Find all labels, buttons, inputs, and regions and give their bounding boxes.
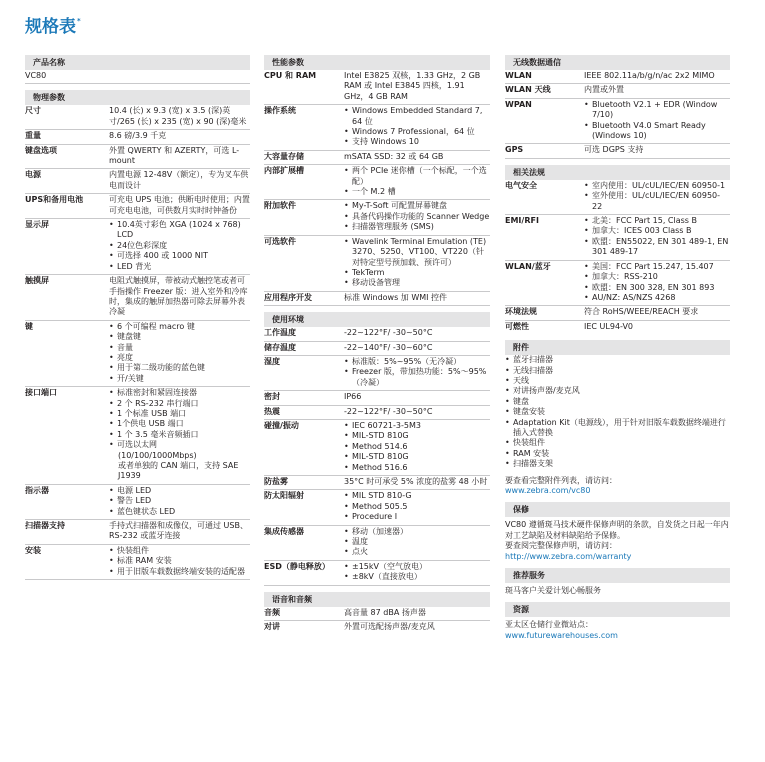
section-header-physical: 物理参数: [25, 90, 250, 105]
spec-label: 可选软件: [264, 236, 296, 246]
spec-label: 键盘选项: [25, 145, 57, 155]
list-item: • AU/NZ: AS/NZS 4268: [584, 293, 730, 303]
spec-value: 35°C 时可承受 5% 浓度的盐雾 48 小时: [344, 477, 488, 486]
list-item: • TekTerm: [344, 268, 490, 278]
spec-value: -22~140°F/ -30~60°C: [344, 342, 433, 352]
spec-value: -22~122°F/ -30~50°C: [344, 328, 433, 338]
list-item: • 室内使用：UL/cUL/IEC/EN 60950-1: [584, 181, 730, 191]
list-item: • 标准密封和紧固连接器: [109, 388, 250, 398]
list-item: • ±15kV（空气放电）: [344, 562, 490, 572]
list-item: • 24位色彩深度: [109, 241, 250, 251]
spec-row-solar-radiation: [264, 490, 490, 525]
list-item: • 6 个可编程 macro 键: [109, 322, 250, 332]
section-header-accessories: 附件: [505, 340, 730, 355]
list-item: • Adaptation Kit（电源线），用于针对旧版车载数据终端进行插入式替换: [505, 418, 730, 439]
spec-label: 扫描器支持: [25, 521, 65, 531]
spec-list: [109, 486, 250, 517]
spec-row-keys: [25, 321, 250, 387]
spec-list: [344, 562, 490, 583]
list-item: • 两个 PCIe 迷你槽（一个标配，一个选配）: [344, 166, 490, 187]
resources-link[interactable]: www.futurewarehouses.com: [505, 630, 618, 640]
list-item: • 移动（加速器）: [344, 527, 490, 537]
spec-label: 环境法规: [505, 307, 537, 317]
spec-label: WLAN: [505, 71, 532, 80]
list-item: • Method 516.6: [344, 463, 490, 473]
list-item: • 具备代码操作功能的 Scanner Wedge: [344, 212, 490, 222]
spec-row-wlan-antenna: [505, 84, 730, 98]
list-item: • 标准 RAM 安装: [109, 556, 250, 566]
list-item: • Bluetooth V2.1 + EDR (Window 7/10): [584, 100, 730, 121]
product-name: VC80: [25, 71, 47, 80]
list-item: • 快装组件: [109, 546, 250, 556]
list-item: • MIL-STD 810G: [344, 452, 490, 462]
spec-value: 8.6 磅/3.9 千克: [109, 131, 167, 141]
spec-row-sensors: [264, 526, 490, 561]
list-item: • 1 个 3.5 毫米音频插口: [109, 430, 250, 440]
list-item: • 亮度: [109, 353, 250, 363]
spec-label: 指示器: [25, 485, 49, 495]
resources-text: 亚太区仓储行业微站点：: [505, 620, 593, 630]
list-item: • 警告 LED: [109, 496, 250, 506]
column-product: [25, 55, 250, 580]
list-item: • 加拿大：RSS-210: [584, 272, 730, 282]
list-item: • 对讲扬声器/麦克风: [505, 386, 730, 396]
list-item: • 可选以太网: [109, 440, 250, 450]
spec-value: Intel E3825 双核，1.33 GHz，2 GB RAM 或 Intel E3845 四核，1.91 GHz，4 GB RAM: [344, 71, 481, 101]
services-text: 斑马客户关爱计划心畅服务: [505, 586, 601, 596]
list-item: • Method 514.6: [344, 442, 490, 452]
spec-label: 附加软件: [264, 201, 296, 211]
spec-label: EMI/RFI: [505, 216, 539, 226]
spec-list: [584, 181, 730, 212]
accessories-list: [505, 355, 730, 469]
spec-row-gps: [505, 144, 730, 158]
list-item: • 电源 LED: [109, 486, 250, 496]
spec-list: [344, 357, 490, 388]
list-item: • 用于旧版车载数据终端安装的适配器: [109, 567, 250, 577]
warranty-note: 要查阅完整保修声明，请访问：: [505, 541, 617, 551]
spec-label: 电源: [25, 170, 41, 180]
spec-row-optional-software: [264, 236, 490, 292]
ethernet-tail: 或者单独的 CAN 端口，支持 SAE J1939: [118, 461, 239, 481]
section-header-services: 推荐服务: [505, 568, 730, 583]
list-item: • 蓝色键状态 LED: [109, 507, 250, 517]
spec-row-environmental-compliance: [505, 306, 730, 320]
spec-row-esd: [264, 561, 490, 586]
spec-list: [109, 322, 250, 384]
spec-row-sealing: [264, 391, 490, 405]
list-item: • 扫描器支架: [505, 459, 730, 469]
spec-row-wlan: [505, 70, 730, 84]
list-item: • 开/关键: [109, 374, 250, 384]
list-item: • 扫描器管理服务 (SMS): [344, 222, 490, 232]
spec-label: 电气安全: [505, 180, 537, 190]
accessories-note: 要查看完整附件列表，请访问：: [505, 475, 617, 485]
list-item: • 移动设备管理: [344, 278, 490, 288]
spec-label: 安装: [25, 545, 41, 555]
spec-row-expansion: [264, 165, 490, 200]
list-item: • 天线: [505, 376, 730, 386]
list-item: • 1个供电 USB 端口: [109, 419, 250, 429]
spec-row-intercom: [264, 621, 490, 634]
list-item: • 键盘键: [109, 332, 250, 342]
spec-label: 内部扩展槽: [264, 166, 304, 176]
warranty-text: VC80 遵循斑马技术硬件保修声明的条款，自发货之日起一年内对工艺缺陷及材料缺陷给予保修。: [505, 520, 729, 540]
spec-label: 大容量存储: [264, 151, 304, 161]
list-item: • 键盘: [505, 397, 730, 407]
spec-row-salt-fog: [264, 476, 490, 490]
spec-row-weight: [25, 130, 250, 144]
list-item: • Windows 7 Professional，64 位: [344, 127, 490, 137]
spec-label: 键: [25, 321, 33, 331]
list-item: • 可选择 400 或 1000 NIT: [109, 251, 250, 261]
spec-label: 尺寸: [25, 106, 41, 116]
list-item: • 键盘安装: [505, 407, 730, 417]
spec-value: mSATA SSD: 32 或 64 GB: [344, 151, 444, 161]
list-item: • LED 背光: [109, 262, 250, 272]
spec-label: 对讲: [264, 622, 280, 632]
list-item: • ±8kV（直接放电）: [344, 572, 490, 582]
spec-label: 工作温度: [264, 328, 296, 338]
spec-label: 音频: [264, 607, 280, 617]
spec-label: 触摸屏: [25, 276, 49, 286]
spec-row-keyboard-options: [25, 145, 250, 170]
spec-list: [344, 421, 490, 473]
list-item: • 用于第二级功能的蓝色键: [109, 363, 250, 373]
spec-list: [344, 491, 490, 522]
spec-row-thermal-shock: [264, 406, 490, 420]
spec-row-ports: [25, 387, 250, 485]
list-item: • 标准版：5%~95%（无冷凝）: [344, 357, 490, 367]
list-item: • MIL-STD 810G: [344, 431, 490, 441]
section-header-regulatory: 相关法规: [505, 165, 730, 180]
list-item: • 欧盟：EN55022, EN 301 489-1, EN 301 489-17: [584, 237, 730, 258]
spec-value: 电阻式触摸屏，带被动式触控笔或者可手指操作 Freezer 版：进入室外和冷库时，集成的触屏加热器可除去屏幕外表冷凝: [109, 276, 248, 317]
spec-row-app-development: [264, 292, 490, 306]
spec-list: [344, 166, 490, 197]
section-header-warranty: 保修: [505, 502, 730, 517]
spec-value: 外置可选配扬声器/麦克风: [344, 622, 435, 632]
spec-value: 标准 Windows 加 WMI 控件: [344, 292, 448, 302]
column-wireless: [505, 55, 730, 641]
spec-label: 碰撞/振动: [264, 420, 299, 430]
section-header-resources: 资源: [505, 602, 730, 617]
spec-row-dimensions: [25, 105, 250, 130]
spec-label: 应用程序开发: [264, 292, 312, 302]
spec-row-flammability: [505, 321, 730, 334]
spec-label: WLAN/蓝牙: [505, 261, 551, 271]
warranty-link[interactable]: http://www.zebra.com/warranty: [505, 551, 632, 561]
spec-label: 储存温度: [264, 342, 296, 352]
spec-list: [109, 388, 250, 450]
list-item: • 室外使用：UL/cUL/IEC/EN 60950-22: [584, 191, 730, 212]
spec-row-storage-temp: [264, 342, 490, 356]
spec-label: WLAN 天线: [505, 85, 551, 95]
spec-row-ups-battery: [25, 194, 250, 219]
spec-list: [344, 527, 490, 558]
spec-label: 操作系统: [264, 106, 296, 116]
spec-value: 外置 QWERTY 和 AZERTY，可选 L-mount: [109, 145, 240, 166]
spec-value: 可选 DGPS 支持: [584, 145, 644, 155]
spec-row-humidity: [264, 356, 490, 391]
spec-list: [584, 262, 730, 304]
list-item: • My-T-Soft 可配置屏幕键盘: [344, 201, 490, 211]
spec-row-audio: [264, 607, 490, 621]
spec-label: 防盐雾: [264, 477, 288, 486]
list-item: • RAM 安装: [505, 449, 730, 459]
spec-list: [109, 220, 250, 272]
spec-list: [344, 237, 490, 289]
section-header-audio: 语音和音频: [264, 592, 490, 607]
spec-row-os: [264, 105, 490, 151]
spec-label: GPS: [505, 145, 524, 155]
title-footnote-mark: *: [77, 17, 81, 25]
list-item: • Bluetooth V4.0 Smart Ready (Windows 10): [584, 121, 730, 142]
list-item: • 美国：FCC Part 15.247, 15.407: [584, 262, 730, 272]
spec-label: UPS和备用电池: [25, 195, 84, 205]
spec-row-cpu-ram: [264, 70, 490, 105]
section-header-performance: 性能参数: [264, 55, 490, 70]
spec-value: 内置或外置: [584, 85, 624, 95]
spec-row-electrical-safety: [505, 180, 730, 215]
spec-value: 符合 RoHS/WEEE/REACH 要求: [584, 307, 699, 317]
spec-label: 密封: [264, 392, 280, 402]
spec-label: 热震: [264, 406, 280, 416]
section-header-environment: 使用环境: [264, 312, 490, 327]
spec-value: IEEE 802.11a/b/g/n/ac 2x2 MIMO: [584, 71, 715, 80]
spec-label: 集成传感器: [264, 526, 304, 536]
list-item: • 1 个标准 USB 端口: [109, 409, 250, 419]
list-item: • IEC 60721-3-5M3: [344, 421, 490, 431]
list-item: • 音量: [109, 343, 250, 353]
list-item: • 无线扫描器: [505, 366, 730, 376]
spec-row-power: [25, 169, 250, 194]
spec-label: CPU 和 RAM: [264, 71, 317, 80]
spec-label: 防太阳辐射: [264, 491, 304, 501]
spec-list: [584, 216, 730, 258]
spec-row-software: [264, 200, 490, 235]
spec-value: 高音量 87 dBA 扬声器: [344, 607, 426, 617]
spec-row-storage: [264, 151, 490, 165]
spec-row-indicators: [25, 485, 250, 520]
list-item: • 快装组件: [505, 438, 730, 448]
spec-row-vibration: [264, 420, 490, 476]
list-item: • 一个 M.2 槽: [344, 187, 490, 197]
list-item: • 北美：FCC Part 15, Class B: [584, 216, 730, 226]
list-item: • 支持 Windows 10: [344, 137, 490, 147]
spec-row-display: [25, 219, 250, 275]
spec-value: 10.4 (长) x 9.3 (宽) x 3.5 (深)英寸/265 (长) x 235 (宽) x 90 (深)毫米: [109, 106, 247, 126]
list-item: • Procedure I: [344, 512, 490, 522]
spec-label: 可燃性: [505, 321, 529, 331]
list-item: • 欧盟：EN 300 328, EN 301 893: [584, 283, 730, 293]
list-item: • MIL STD 810-G: [344, 491, 490, 501]
spec-label: 湿度: [264, 356, 280, 366]
spec-value: IP66: [344, 392, 362, 402]
section-header-wireless: 无线数据通信: [505, 55, 730, 70]
list-item: • Wavelink Terminal Emulation (TE) 3270、5250、VT100、VT220（针对特定型号预加载、预许可）: [344, 237, 490, 268]
spec-row-mounting: [25, 545, 250, 580]
column-performance: [264, 55, 490, 634]
spec-list: [344, 201, 490, 232]
spec-row-emi-rfi: [505, 215, 730, 261]
ethernet-detail: (10/100/1000Mbps): [118, 450, 197, 460]
spec-list: [109, 546, 250, 577]
list-item: • Freezer 版，带加热功能：5%～95%（冷凝）: [344, 367, 490, 388]
spec-row-scanner-support: [25, 520, 250, 545]
accessories-link[interactable]: www.zebra.com/vc80: [505, 486, 591, 495]
spec-label: 接口端口: [25, 388, 57, 398]
spec-row-wpan: [505, 99, 730, 145]
product-name-row: [25, 70, 250, 84]
list-item: • 温度: [344, 537, 490, 547]
spec-row-wlan-bluetooth: [505, 261, 730, 307]
list-item: • 点火: [344, 547, 490, 557]
list-item: • Windows Embedded Standard 7, 64 位: [344, 106, 490, 127]
spec-label: ESD（静电释放）: [264, 561, 330, 571]
spec-list: [584, 100, 730, 142]
spec-value: -22~122°F/ -30~50°C: [344, 406, 433, 416]
section-header-product: 产品名称: [25, 55, 250, 70]
page-title: 规格表*: [25, 17, 81, 37]
list-item: • 蓝牙扫描器: [505, 355, 730, 365]
spec-value: 可充电 UPS 电池；供断电时使用；内置可充电电池，可供数月实时时钟备份: [109, 195, 250, 215]
list-item: • 10.4英寸彩色 XGA (1024 x 768) LCD: [109, 220, 250, 241]
spec-label: WPAN: [505, 99, 532, 109]
spec-row-touchscreen: [25, 275, 250, 321]
spec-label: 重量: [25, 131, 41, 141]
list-item: • 加拿大：ICES 003 Class B: [584, 226, 730, 236]
spec-row-operating-temp: [264, 327, 490, 341]
spec-value: IEC UL94-V0: [584, 321, 634, 331]
spec-value: 内置电源 12-48V（额定），专为叉车供电而设计: [109, 170, 249, 190]
spec-label: 显示屏: [25, 220, 49, 230]
list-item: • 2 个 RS-232 串行端口: [109, 399, 250, 409]
list-item: • Method 505.5: [344, 502, 490, 512]
spec-value: 手持式扫描器和成像仪，可通过 USB、RS-232 或蓝牙连接: [109, 521, 248, 541]
spec-list: [344, 106, 490, 148]
